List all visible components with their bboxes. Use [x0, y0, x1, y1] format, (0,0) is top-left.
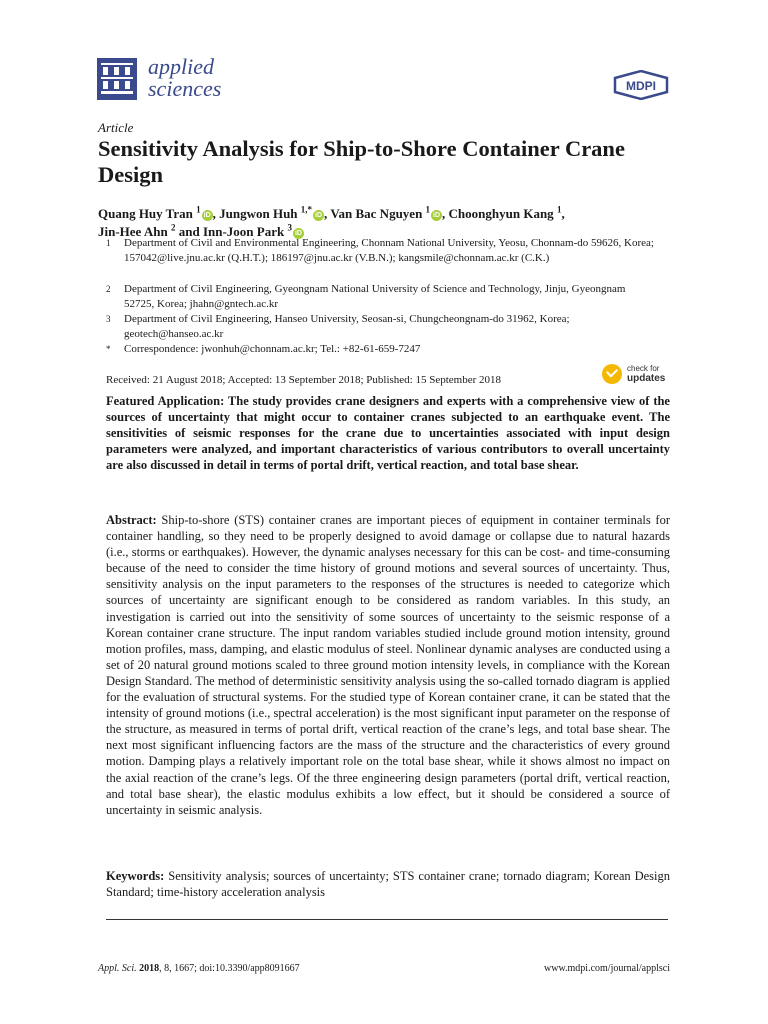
- author-affiliation-sup: 1: [556, 204, 562, 215]
- publisher-name: MDPI: [626, 79, 656, 93]
- journal-name-line1: applied: [148, 54, 214, 79]
- affiliation-number: 3: [106, 314, 111, 324]
- citation: [98, 963, 300, 974]
- author-name: Choonghyun Kang: [448, 206, 554, 221]
- affiliation-text: Department of Civil and Environmental Engineering, Chonnam National University, Yeosu, Chonnam-do 59626, Korea; 157042@live.jnu.ac.kr (Q.H.T.); 186197@jnu.ac.kr (V.B.N.); kangsmile@chonnam.ac.kr (C.K.): [124, 237, 654, 264]
- check-updates-line2: updates: [627, 373, 666, 384]
- citation-journal: Appl. Sci.: [98, 963, 137, 974]
- author-affiliation-sup: 1,*: [300, 204, 313, 215]
- correspondence-marker: *: [106, 344, 111, 354]
- featured-application-text: The study provides crane designers and experts with a comprehensive view of the sources of uncertainty that might occur to container cranes subjected to an earthquake event. The sensitivities of seismic responses for the crane due to uncertainties associated with input design parameters were analyzed, and important characteristics of various contributors to overall uncertainty are also discussed in detail in terms of portal drift, vertical reaction, and total base shear.: [106, 394, 670, 473]
- affiliation-number: 1: [106, 238, 111, 248]
- author-name: Jungwon Huh: [219, 206, 298, 221]
- abstract: [106, 512, 670, 818]
- abstract-label: Abstract:: [106, 513, 157, 527]
- keywords-text: Sensitivity analysis; sources of uncertainty; STS container crane; tornado diagram; Korean Design Standard; time-history acceleration analysis: [106, 869, 671, 900]
- author-affiliation-sup: 1: [425, 204, 431, 215]
- author-name: Van Bac Nguyen: [330, 206, 423, 221]
- keywords: [106, 868, 670, 900]
- footer-divider: [106, 919, 668, 920]
- author-name: Inn-Joon Park: [202, 224, 285, 239]
- check-for-updates-badge[interactable]: [602, 364, 674, 386]
- publication-dates: Received: 21 August 2018; Accepted: 13 September 2018; Published: 15 September 2018: [106, 374, 502, 386]
- affiliation-text: Department of Civil Engineering, Gyeongnam National University of Science and Technology, Jinju, Gyeongnam 52725, Korea; jhahn@gntech.ac.kr: [124, 283, 626, 310]
- citation-details: , 8, 1667; doi:10.3390/app8091667: [159, 963, 300, 974]
- journal-url[interactable]: www.mdpi.com/journal/applsci: [544, 963, 670, 974]
- affiliation-1: [98, 236, 658, 282]
- featured-application: [106, 393, 670, 473]
- affiliation-3: [98, 312, 658, 342]
- check-icon: [602, 364, 622, 384]
- journal-name: [148, 56, 221, 100]
- mdpi-logo-icon: [612, 70, 670, 100]
- author-affiliation-sup: 3: [287, 222, 292, 233]
- affiliation-text: Department of Civil Engineering, Hanseo University, Seosan-si, Chungcheongnam-do 31962, Korea; geotech@hanseo.ac.kr: [124, 313, 570, 340]
- correspondence: [98, 342, 658, 357]
- citation-year: 2018: [139, 963, 160, 974]
- orcid-icon[interactable]: iD: [315, 212, 323, 219]
- journal-logo-icon: [97, 58, 137, 100]
- check-updates-line1: check for: [627, 364, 660, 373]
- author-affiliation-sup: 1: [196, 204, 201, 215]
- affiliation-number: 2: [106, 284, 111, 294]
- article-type: Article: [98, 120, 134, 135]
- correspondence-text: Correspondence: jwonhuh@chonnam.ac.kr; Tel.: +82-61-659-7247: [124, 343, 421, 355]
- featured-application-label: Featured Application:: [106, 394, 225, 408]
- affiliation-2: [98, 282, 658, 312]
- author-list: Quang Huy Tran $^1$iD , Jungwon Huh $^{1,*}$iD , Van Bac Nguyen $^1$iD , Choonghyun Kang $^1$, Jin-Hee Ahn $^2$ and Inn-Joon Park $^3$iD: [98, 204, 565, 239]
- orcid-icon[interactable]: iD: [203, 212, 211, 219]
- paper-title: Sensitivity Analysis for Ship-to-Shore Container Crane Design: [98, 136, 625, 187]
- journal-name-line2: sciences: [148, 76, 222, 101]
- orcid-icon[interactable]: iD: [294, 230, 302, 237]
- abstract-text: Ship-to-shore (STS) container cranes are important pieces of equipment in container terminals for container handling, so they need to be properly designed to avoid damage or collapse due to natural hazards (i.e., storms or earthquakes). However, the dynamic analyses necessary for this can be cost- and time-consuming because of the need to consider the time history of ground motions and several sources of uncertainty. Thus, sensitivity analysis on the input parameters to the responses of the structures is needed to categorize which sources of uncertainty are significant enough to be considered as random variables. In this study, an investigation is carried out into the sensitivity of some sources of uncertainty to the seismic response of a Korean container crane structure. The input random variables studied include ground motion intensity, ground motion profiles, mass, damping, and elastic modulus of steel. Nonlinear dynamic analyses are conducted using a set of 20 natural ground motions scaled to three ground motion intensity levels, in compliance with the Korean Design Standard. The method of deterministic sensitivity analysis using the so-called tornado diagram is applied for the evaluation of structural systems. For the studied type of Korean container crane, it can be stated that the intensity of ground motions (i.e., spectral acceleration) is the most significant input parameter on the response of the structure, as measured in terms of portal drift, vertical reaction of the crane’s legs, and total base shear. The next most significant influencing factors are the mass of the structure and the characteristics of every ground motion. Damping plays a relatively important role on the total base shear, while it shows almost no impact on the axial reaction of the crane’s legs. Of the three engineering design parameters (portal drift, vertical reaction, and total base shear), the elastic modulus exhibits a low effect, but it should be considered a source of uncertainty in seismic analysis.: [106, 513, 670, 817]
- orcid-icon[interactable]: iD: [433, 212, 441, 219]
- keywords-label: Keywords:: [106, 869, 165, 883]
- author-name: Jin-Hee Ahn: [98, 224, 168, 239]
- author-affiliation-sup: 2: [170, 222, 176, 233]
- author-name: Quang Huy Tran: [98, 206, 193, 221]
